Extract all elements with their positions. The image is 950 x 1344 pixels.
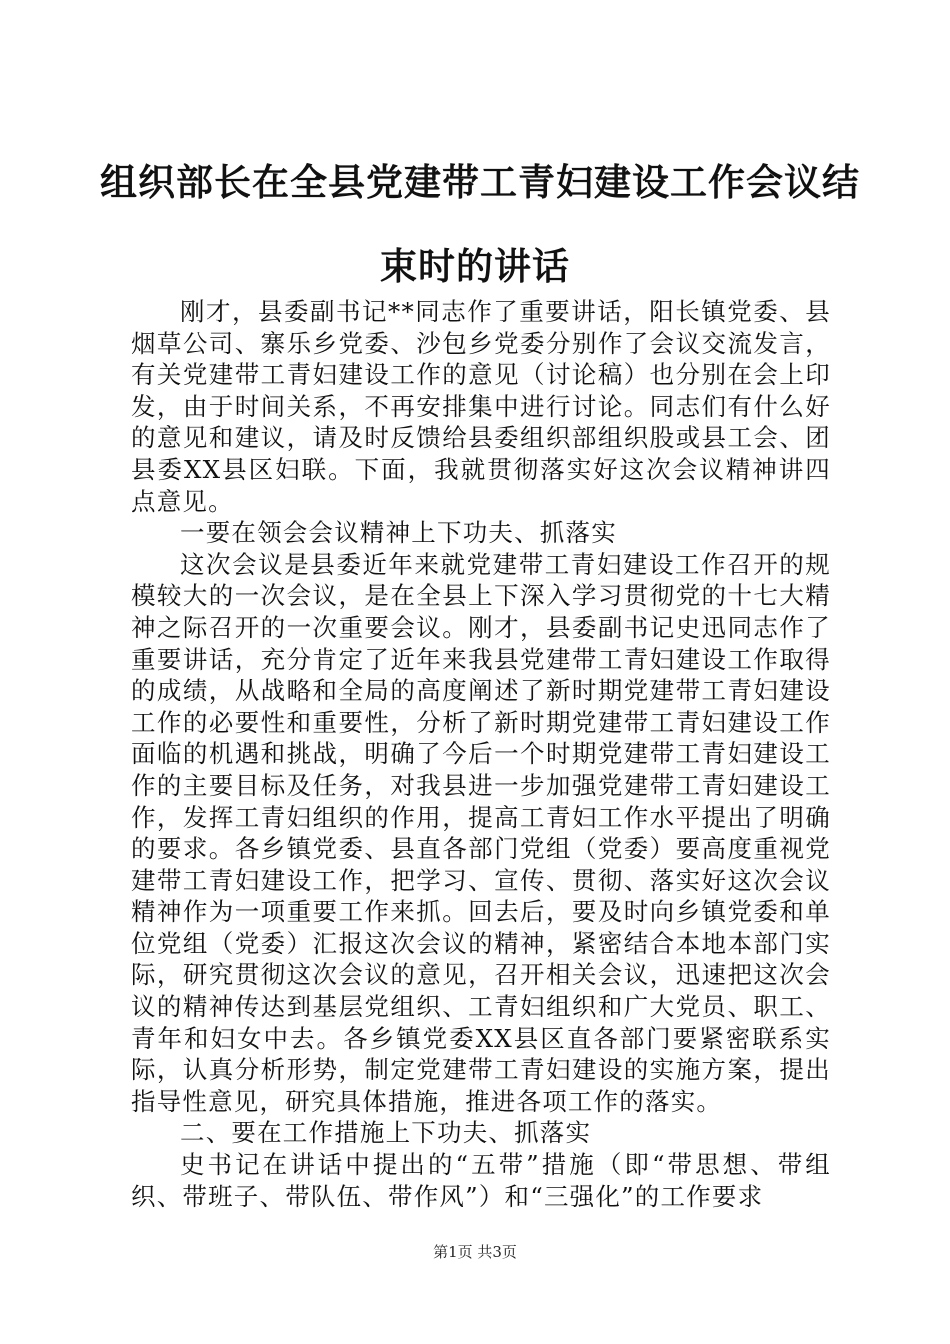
page-footer: 第1页 共3页 [433, 1243, 517, 1261]
paragraph-section-2: 史书记在讲话中提出的“五带”措施（即“带思想、带组织、带班子、带队伍、带作风”）和“三强化”的工作要求 [131, 1150, 831, 1211]
document-body [131, 296, 831, 1212]
section-heading-2: 二、要在工作措施上下功夫、抓落实 [180, 1118, 592, 1148]
document-title-line-2: 束时的讲话 [380, 244, 570, 288]
paragraph-section-1: 这次会议是县委近年来就党建带工青妇建设工作召开的规模较大的一次会议，是在全县上下深入学习贯彻党的十七大精神之际召开的一次重要会议。刚才，县委副书记史迅同志作了重要讲话，充分肯定了近年来我县党建带工青妇建设工作取得的成绩，从战略和全局的高度阐述了新时期党建带工青妇建设工作的必要性和重要性，分析了新时期党建带工青妇建设工作面临的机遇和挑战，明确了今后一个时期党建带工青妇建设工作的主要目标及任务，对我县进一步加强党建带工青妇建设工作，发挥工青妇组织的作用，提高工青妇工作水平提出了明确的要求。各乡镇党委、县直各部门党组（党委）要高度重视党建带工青妇建设工作，把学习、宣传、贯彻、落实好这次会议精神作为一项重要工作来抓。回去后，要及时向乡镇党委和单位党组（党委）汇报这次会议的精神，紧密结合本地本部门实际，研究贯彻这次会议的意见，召开相关会议，迅速把这次会议的精神传达到基层党组织、工青妇组织和广大党员、职工、青年和妇女中去。各乡镇党委XX县区直各部门要紧密联系实际，认真分析形势，制定党建带工青妇建设的实施方案，提出指导性意见，研究具体措施，推进各项工作的落实。 [131, 549, 831, 1116]
section-heading-1: 一要在领会会议精神上下功夫、抓落实 [180, 518, 617, 548]
paragraph-intro: 刚才，县委副书记**同志作了重要讲话，阳长镇党委、县烟草公司、寨乐乡党委、沙包乡党委分别作了会议交流发言，有关党建带工青妇建设工作的意见（讨论稿）也分别在会上印发，由于时间关系，不再安排集中进行讨论。同志们有什么好的意见和建议，请及时反馈给县委组织部组织股或县工会、团县委XX县区妇联。下面，我就贯彻落实好这次会议精神讲四点意见。 [131, 297, 831, 516]
document-title-line-1: 组织部长在全县党建带工青妇建设工作会议结 [100, 160, 860, 204]
